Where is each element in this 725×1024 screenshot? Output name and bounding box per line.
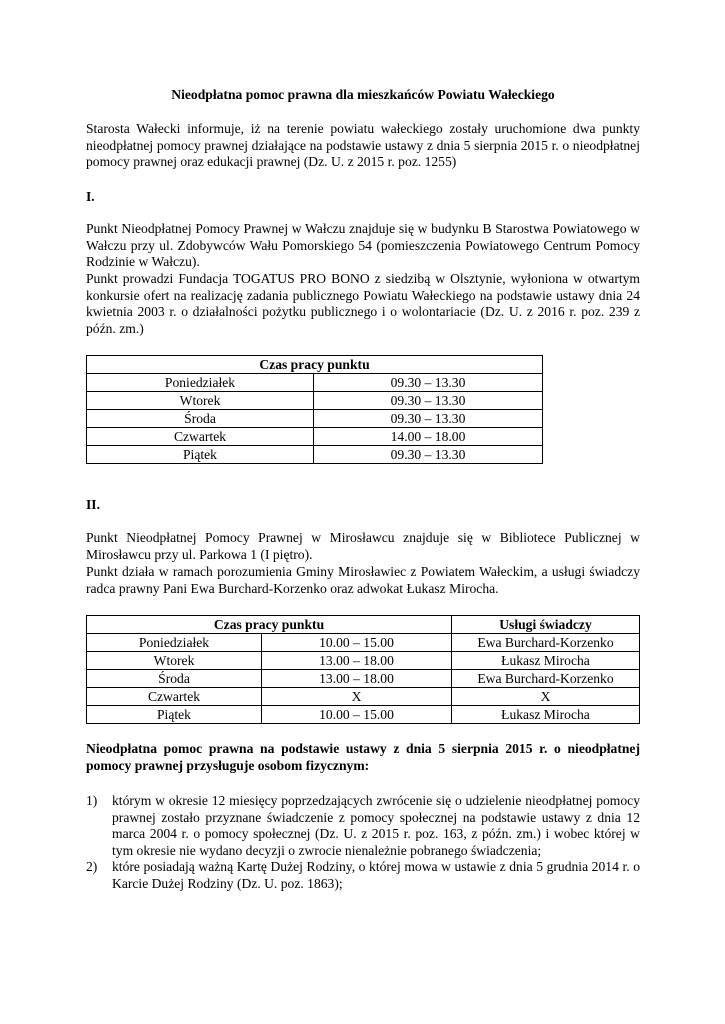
day-cell: Czwartek bbox=[87, 428, 314, 446]
section-2-paragraph-1: Punkt Nieodpłatnej Pomocy Prawnej w Mirosławcu znajduje się w Bibliotece Publicznej w Mirosławcu przy ul. Parkowa 1 (I piętro). bbox=[86, 530, 640, 562]
hours-cell: 09.30 – 13.30 bbox=[314, 374, 543, 392]
list-item-number: 1) bbox=[86, 793, 98, 808]
day-cell: Czwartek bbox=[87, 688, 262, 706]
day-cell: Wtorek bbox=[87, 652, 262, 670]
table-row bbox=[87, 652, 640, 670]
day-cell: Środa bbox=[87, 410, 314, 428]
table-header: Czas pracy punktu bbox=[87, 356, 543, 374]
hours-cell: 13.00 – 18.00 bbox=[262, 652, 452, 670]
table-row bbox=[87, 410, 543, 428]
table-header-services: Usługi świadczy bbox=[452, 616, 640, 634]
intro-paragraph: Starosta Wałecki informuje, iż na terenie powiatu wałeckiego zostały uruchomione dwa punkty nieodpłatnej pomocy prawnej działające na podstawie ustawy z dnia 5 sierpnia 2015 r. o nieodpłatnej pomocy prawnej oraz edukacji prawnej (Dz. U. z 2015 r. poz. 1255) bbox=[86, 121, 640, 169]
table-row bbox=[87, 374, 543, 392]
section-1-paragraph-2: Punkt prowadzi Fundacja TOGATUS PRO BONO z siedzibą w Olsztynie, wyłoniona w otwartym konkursie ofert na realizację zadania publicznego Powiatu Wałeckiego na podstawie ustawy dnia 24 kwietnia 2003 r. o działalności pożytku publicznego i o wolontariacie (Dz. U. z 2016 r. poz. 239 z późn. zm.) bbox=[86, 271, 640, 336]
person-cell: Ewa Burchard-Korzenko bbox=[452, 634, 640, 652]
table-row bbox=[87, 634, 640, 652]
day-cell: Środa bbox=[87, 670, 262, 688]
section-2-paragraph-2: Punkt działa w ramach porozumienia Gminy Mirosławiec z Powiatem Wałeckim, a usługi świadczy radca prawny Pani Ewa Burchard-Korzenko oraz adwokat Łukasz Mirocha. bbox=[86, 564, 640, 596]
table-row bbox=[87, 706, 640, 724]
hours-cell: X bbox=[262, 688, 452, 706]
person-cell: Łukasz Mirocha bbox=[452, 706, 640, 724]
hours-cell: 10.00 – 15.00 bbox=[262, 634, 452, 652]
hours-cell: 13.00 – 18.00 bbox=[262, 670, 452, 688]
hours-cell: 14.00 – 18.00 bbox=[314, 428, 543, 446]
hours-cell: 09.30 – 13.30 bbox=[314, 410, 543, 428]
eligibility-list bbox=[86, 793, 640, 892]
list-item-text: które posiadają ważną Kartę Dużej Rodziny, o której mowa w ustawie z dnia 5 grudnia 2014 r. o Karcie Dużej Rodziny (Dz. U. poz. 1863); bbox=[112, 859, 640, 891]
page-title: Nieodpłatna pomoc prawna dla mieszkańców Powiatu Wałeckiego bbox=[171, 87, 555, 102]
section-1-heading: I. bbox=[86, 189, 95, 204]
list-item-text: którym w okresie 12 miesięcy poprzedzających zwrócenie się o udzielenie nieodpłatnej pomocy prawnej zostało przyznane świadczenie z pomocy społecznej na podstawie ustawy z dnia 12 marca 2004 r. o pomocy społecznej (Dz. U. z 2015 r. poz. 163, z późn. zm.) i wobec której w tym okresie nie wydano decyzji o zwrocie nienależnie pobranego świadczenia; bbox=[112, 793, 640, 858]
table-row bbox=[87, 428, 543, 446]
table-row bbox=[87, 392, 543, 410]
list-item bbox=[86, 859, 640, 892]
hours-cell: 10.00 – 15.00 bbox=[262, 706, 452, 724]
hours-cell: 09.30 – 13.30 bbox=[314, 446, 543, 464]
day-cell: Poniedziałek bbox=[87, 374, 314, 392]
list-item-number: 2) bbox=[86, 859, 98, 874]
day-cell: Piątek bbox=[87, 706, 262, 724]
eligibility-heading: Nieodpłatna pomoc prawna na podstawie ustawy z dnia 5 sierpnia 2015 r. o nieodpłatnej pomocy prawnej przysługuje osobom fizycznym: bbox=[86, 741, 640, 773]
person-cell: Ewa Burchard-Korzenko bbox=[452, 670, 640, 688]
table-row bbox=[87, 670, 640, 688]
table-row bbox=[87, 446, 543, 464]
day-cell: Wtorek bbox=[87, 392, 314, 410]
section-2-hours-table bbox=[86, 615, 640, 724]
person-cell: Łukasz Mirocha bbox=[452, 652, 640, 670]
day-cell: Poniedziałek bbox=[87, 634, 262, 652]
section-1-hours-table bbox=[86, 355, 543, 464]
table-row bbox=[87, 688, 640, 706]
table-header-time: Czas pracy punktu bbox=[87, 616, 452, 634]
section-1-paragraph-1: Punkt Nieodpłatnej Pomocy Prawnej w Wałczu znajduje się w budynku B Starostwa Powiatowego w Wałczu przy ul. Zdobywców Wału Pomorskiego 54 (pomieszczenia Powiatowego Centrum Pomocy Rodzinie w Wałczu). bbox=[86, 221, 640, 269]
person-cell: X bbox=[452, 688, 640, 706]
list-item bbox=[86, 793, 640, 859]
day-cell: Piątek bbox=[87, 446, 314, 464]
hours-cell: 09.30 – 13.30 bbox=[314, 392, 543, 410]
section-2-heading: II. bbox=[86, 497, 100, 512]
